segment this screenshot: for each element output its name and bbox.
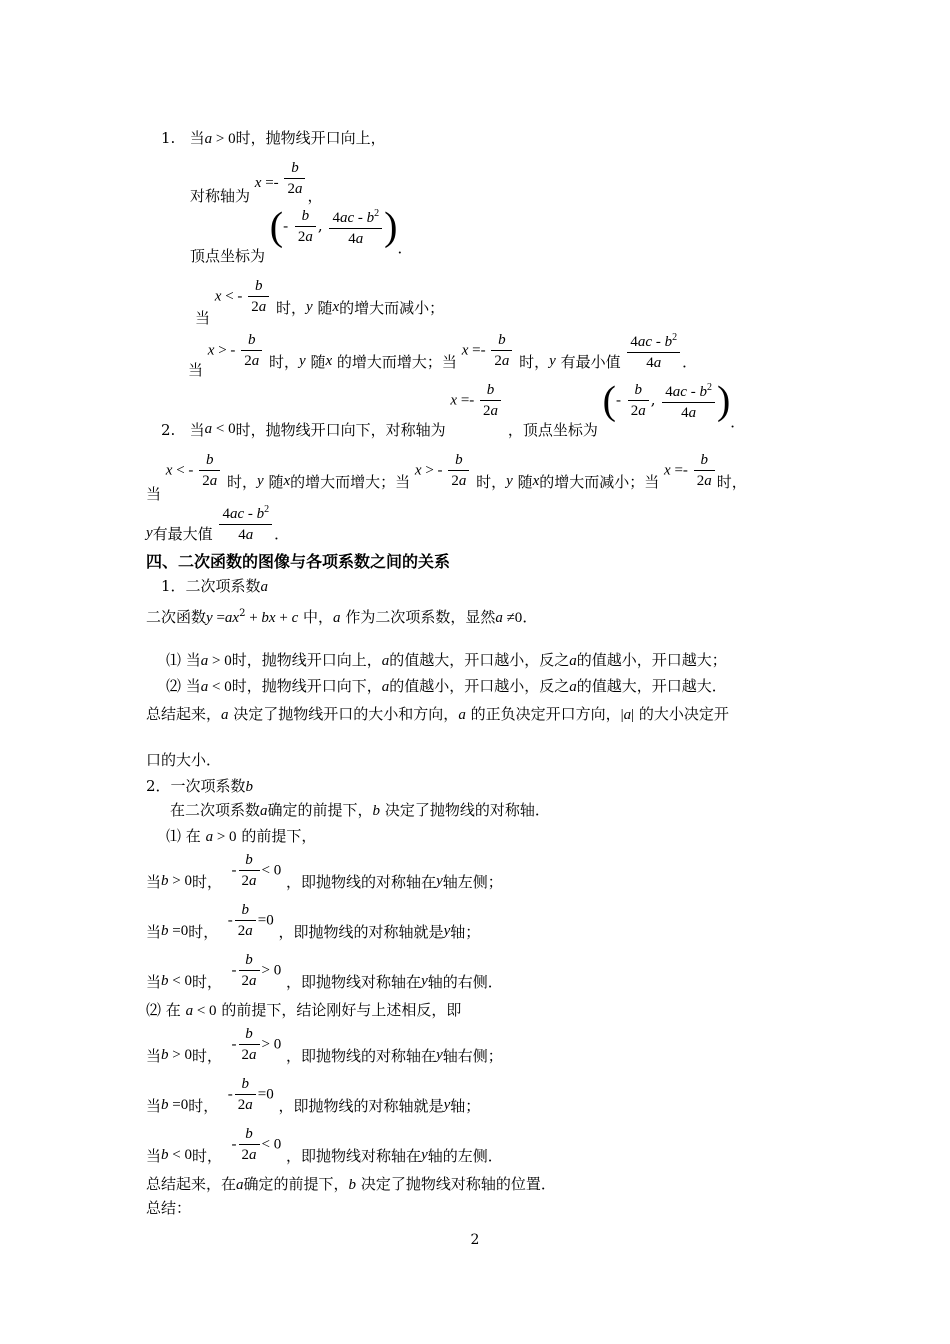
b-positive-row-2: 当b > 0时， - $\frac{b}{2a}$ > 0 ，即抛物线的对称轴在y轴右侧； <box>146 1026 503 1065</box>
max-value-line: y有最大值 $\frac{4ac - b^2}{4a}$ ． <box>146 500 289 545</box>
a-negative-rule: ⑵ 当a < 0时，抛物线开口向下，a的值越小，开口越小，反之a的值越大，开口越大． <box>166 677 727 695</box>
vertex-coordinate-line: 顶点坐标为 (- $\frac{b}{2a}$ , $\frac{4ac - b^2}{4a}$ )． <box>190 203 413 265</box>
section-heading: 四、二次函数的图像与各项系数之间的关系 <box>146 552 451 571</box>
a-positive-rule: ⑴ 当a > 0时，抛物线开口向上，a的值越大，开口越小，反之a的值越小，开口越大； <box>166 651 727 669</box>
case-a-positive-line: 1. 当a > 0时，抛物线开口向上， <box>161 129 386 147</box>
case-a-negative-line: 2. 当a < 0时，抛物线开口向下，对称轴为 x =- $\frac{b}{2a}$ ，顶点坐标为 (- $\frac{b}{2a}$ , $\frac{4ac - b^2}{4a}$ )． <box>161 377 746 439</box>
quadratic-coefficient-title: 1．二次项系数a <box>161 577 269 595</box>
case-a-negative-premise: ⑵ 在 a < 0 的前提下，结论刚好与上述相反，即 <box>146 1001 462 1019</box>
b-negative-row: 当b < 0时， - $\frac{b}{2a}$ > 0 ，即抛物线对称轴在y轴的右侧． <box>146 952 503 991</box>
final-summary-label: 总结： <box>146 1199 192 1217</box>
page-number: 2 <box>470 1232 480 1248</box>
decreasing-condition-line: 当 x < - $\frac{b}{2a}$ 时，y 随x的增大而减小； <box>195 278 445 327</box>
b-zero-row: 当b =0时， - $\frac{b}{2a}$ =0 ，即抛物线的对称轴就是y轴； <box>146 902 481 941</box>
case-a-negative-monotonic-line: 当 x < - $\frac{b}{2a}$ 时，y 随x的增大而增大；当 x > - $\frac{b}{2a}$ 时，y 随x的增大而减小；当 x =- $\frac{b}{2a}$ 时， <box>146 452 747 503</box>
a-summary-line-2: 口的大小． <box>146 751 222 769</box>
b-negative-row-2: 当b < 0时， - $\frac{b}{2a}$ < 0 ，即抛物线对称轴在y轴的左侧． <box>146 1126 503 1165</box>
b-summary-line: 总结起来，在a确定的前提下，b 决定了抛物线对称轴的位置． <box>146 1175 556 1193</box>
linear-intro-line: 在二次项系数a确定的前提下，b 决定了抛物线的对称轴． <box>170 801 550 819</box>
increasing-condition-line: 当 x > - $\frac{b}{2a}$ 时，y 随x 的增大而增大；当 x =- $\frac{b}{2a}$ 时，y 有最小值 $\frac{4ac - b^2}{4a}$ ． <box>188 328 697 373</box>
quadratic-intro-line: 二次函数$y =ax^2$ + bx + c 中，a 作为二次项系数，显然a ≠0． <box>146 608 538 626</box>
linear-coefficient-title: 2．一次项系数b <box>146 777 254 795</box>
a-summary-line: 总结起来，a 决定了抛物线开口的大小和方向，a 的正负决定开口方向，|a| 的大小决定开 <box>146 705 729 723</box>
b-zero-row-2: 当b =0时， - $\frac{b}{2a}$ =0 ，即抛物线的对称轴就是y轴； <box>146 1076 481 1115</box>
b-positive-row: 当b > 0时， - $\frac{b}{2a}$ < 0 ，即抛物线的对称轴在y轴左侧； <box>146 852 503 891</box>
case-a-positive-premise: ⑴ 在 a > 0 的前提下， <box>166 827 317 845</box>
axis-of-symmetry-line: 对称轴为 x =- $\frac{b}{2a}$ ， <box>190 160 323 205</box>
